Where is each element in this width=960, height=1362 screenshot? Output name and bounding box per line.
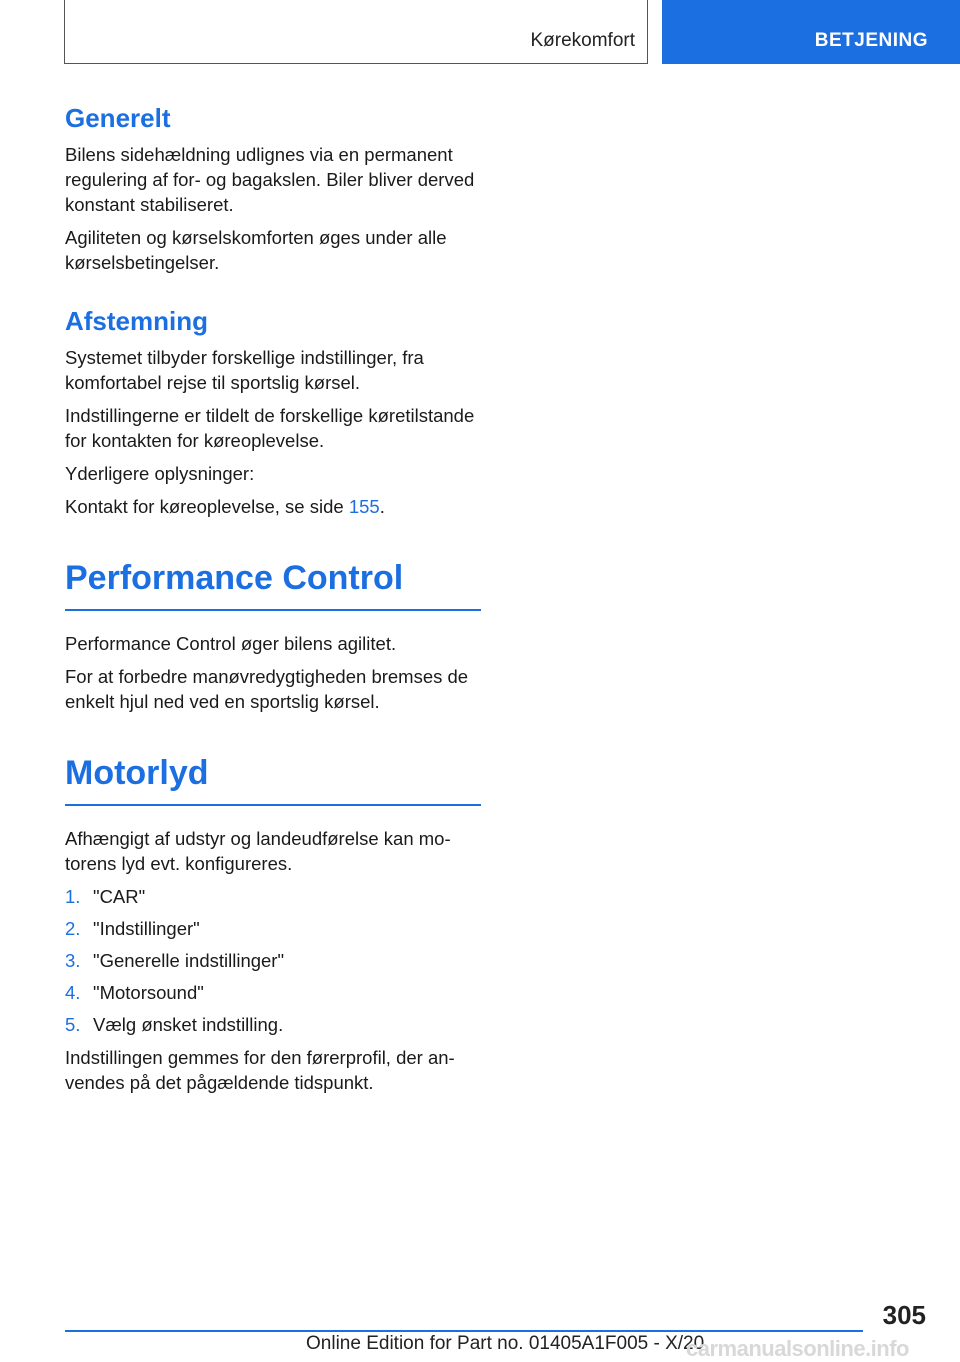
paragraph-with-link — [65, 494, 481, 519]
page-number: 305 — [882, 1300, 926, 1330]
heading-motorlyd: Motorlyd — [65, 750, 481, 806]
list-item — [65, 916, 481, 941]
step-text: "Indstillinger" — [93, 918, 200, 939]
paragraph-text: Kontakt for køreoplevelse, se side — [65, 496, 349, 517]
step-text: Vælg ønsket indstilling. — [93, 1014, 284, 1035]
paragraph: Indstillingen gemmes for den førerprofil, der anvendes på det pågældende tidspunkt. — [65, 1047, 455, 1093]
heading-afstemning: Afstemning — [65, 306, 208, 336]
header-section-tab — [662, 0, 960, 64]
step-number: 2. — [65, 918, 81, 939]
paragraph-text: . — [379, 496, 385, 517]
paragraph: Agiliteten og kørselskomforten øges under alle kørselsbetingelser. — [65, 227, 447, 273]
page-content — [65, 100, 481, 1103]
step-number: 3. — [65, 950, 81, 971]
step-text: "CAR" — [93, 886, 146, 907]
page-reference-link[interactable]: 155 — [348, 496, 380, 517]
list-item — [65, 980, 481, 1005]
paragraph: Performance Control øger bilens agilitet. — [65, 633, 397, 654]
watermark: carmanualsonline.info — [686, 1336, 909, 1361]
list-item — [65, 884, 481, 909]
list-item — [65, 948, 481, 973]
header-chapter-box — [64, 0, 648, 64]
paragraph: Bilens sidehældning udlignes via en permanent regulering af for- og bagakslen. Biler bliver derved konstant stabiliseret. — [65, 144, 475, 215]
steps-list — [65, 884, 481, 1037]
heading-performance-control: Performance Control — [65, 555, 481, 611]
chapter-title: Kørekomfort — [530, 30, 635, 51]
edition-text: Online Edition for Part no. 01405A1F005 - X/20 — [306, 1333, 705, 1354]
step-text: "Motorsound" — [93, 982, 204, 1003]
step-number: 4. — [65, 982, 81, 1003]
heading-generelt: Generelt — [65, 103, 171, 133]
paragraph: For at forbedre manøvredygtigheden bremses de enkelt hjul ned ved en sportslig kørsel. — [65, 666, 469, 712]
step-number: 1. — [65, 886, 81, 907]
footer-divider — [65, 1330, 863, 1332]
paragraph: Indstillingerne er tildelt de forskellige køretilstande for kontakten for køreoplevelse. — [65, 405, 475, 451]
paragraph: Yderligere oplysninger: — [65, 463, 255, 484]
section-label: BETJENING — [814, 30, 928, 51]
step-number: 5. — [65, 1014, 81, 1035]
paragraph: Systemet tilbyder forskellige indstillinger, fra komfortabel rejse til sportslig kørsel. — [65, 347, 424, 393]
step-text: "Generelle indstillinger" — [93, 950, 285, 971]
paragraph: Afhængigt af udstyr og landeudførelse kan motorens lyd evt. konfigureres. — [65, 828, 451, 874]
list-item — [65, 1012, 481, 1037]
